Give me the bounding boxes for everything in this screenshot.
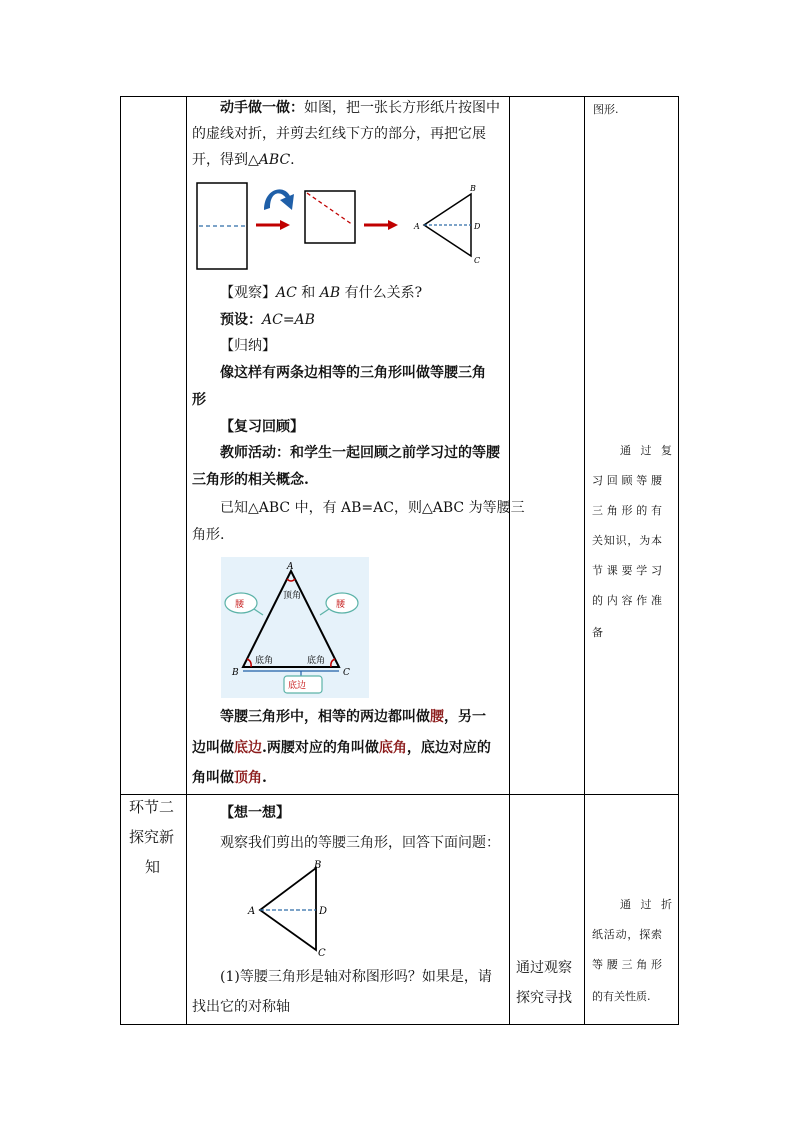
- vertex-label-b: B: [232, 668, 239, 678]
- question-1-line-2: 找出它的对称轴: [192, 999, 290, 1015]
- fold-label-b: B: [470, 184, 476, 193]
- summary-label: 【归纳】: [220, 338, 276, 354]
- right-leg-label: 腰: [336, 600, 346, 610]
- design-intent-2-line-1: 通 过 折: [620, 898, 672, 911]
- cut-triangle: [260, 868, 316, 950]
- observe-end: 有什么关系?: [340, 285, 423, 301]
- right-arrow-2-icon: [388, 220, 398, 230]
- right-base-angle-label: 底角: [307, 656, 326, 666]
- think-label: 【想一想】: [220, 805, 290, 821]
- def-text-4: .两腰对应的角叫做: [262, 740, 379, 756]
- base-label: 底边: [288, 681, 307, 691]
- design-intent-1-line-5: 节课要学习: [592, 564, 662, 577]
- observe-ac: AC: [276, 285, 297, 301]
- apex-angle-label: 顶角: [283, 591, 302, 601]
- def-text-7: .: [262, 770, 267, 786]
- right-arrow-1-icon: [280, 220, 290, 230]
- isosceles-triangle-diagram: [221, 557, 369, 698]
- paper-folding-diagram: [194, 178, 494, 274]
- known-line-2: 角形.: [192, 527, 225, 543]
- tri2-label-b: B: [314, 860, 322, 871]
- def-text-1: 等腰三角形中，相等的两边都叫做: [220, 709, 430, 725]
- vertex-label-a: A: [287, 562, 294, 572]
- hypothesis-label: 预设：: [220, 312, 262, 328]
- activity-paragraph-line-2: 的虚线对折，并剪去红线下方的部分，再把它展: [192, 126, 486, 142]
- def-term-apex: 顶角: [234, 770, 262, 786]
- vertex-label-c: C: [343, 668, 350, 678]
- table-col-line-4: [584, 96, 585, 1025]
- left-leg-label: 腰: [235, 600, 245, 610]
- table-col-line-3: [509, 96, 510, 1025]
- teacher-activity-line-2: 三角形的相关概念.: [192, 472, 309, 488]
- design-intent-1-line-1: 通 过 复: [620, 444, 672, 457]
- section-title-line-1: 环节二: [129, 798, 175, 816]
- summary-line-2: 形: [192, 392, 206, 408]
- activity-text-3a: 开，得到△: [192, 152, 259, 168]
- table-col-line-5: [678, 96, 679, 1025]
- observe-mid: 和: [296, 285, 320, 301]
- design-intent-1-line-2: 习回顾等腰: [592, 474, 662, 487]
- design-intent-1-line-4: 关知识，为本: [592, 534, 662, 547]
- def-term-leg: 腰: [430, 709, 444, 725]
- observe-line: [220, 283, 422, 303]
- triangle-name: ABC: [258, 152, 291, 168]
- question-1-line-1: (1)等腰三角形是轴对称图形吗？如果是，请: [220, 969, 492, 985]
- table-col-line-1: [120, 96, 121, 1025]
- observe-ab: AB: [319, 285, 341, 301]
- activity-text-3c: .: [290, 152, 295, 168]
- design-intent-1-line-3: 三角形的有: [592, 504, 662, 517]
- student-activity-line-2: 探究寻找: [516, 990, 572, 1006]
- def-term-base-angle: 底角: [378, 740, 407, 756]
- definition-line-2: [192, 738, 491, 758]
- review-label: 【复习回顾】: [220, 419, 304, 435]
- design-intent-2-line-4: 的有关性质.: [592, 990, 651, 1003]
- def-text-6: 角叫做: [192, 770, 234, 786]
- definition-line-1: [220, 707, 486, 727]
- section-title-line-3: 知: [145, 858, 161, 876]
- table-col-line-2: [186, 96, 187, 1025]
- tri2-label-c: C: [318, 948, 326, 958]
- section-title-line-2: 探究新: [129, 828, 175, 846]
- left-base-angle-label: 底角: [255, 656, 274, 666]
- student-activity-line-1: 通过观察: [516, 960, 572, 976]
- design-intent-1-line-7: 备: [592, 626, 603, 639]
- tri2-label-d: D: [319, 906, 328, 917]
- folded-square-paper: [305, 191, 355, 243]
- activity-lead: 动手做一做：: [220, 100, 304, 116]
- fold-label-a: A: [414, 222, 420, 231]
- fold-label-c: C: [474, 256, 481, 265]
- table-row-divider: [120, 794, 679, 795]
- summary-line-1: 像这样有两条边相等的三角形叫做等腰三角: [220, 365, 486, 381]
- activity-paragraph-line-1: [220, 98, 500, 118]
- activity-paragraph-line-3: [192, 150, 295, 170]
- def-term-base: 底边: [234, 740, 262, 756]
- tri2-label-a: A: [248, 906, 256, 917]
- design-intent-2-line-3: 等腰三角形: [592, 958, 662, 971]
- observe-label: 【观察】: [220, 285, 276, 301]
- table-bottom-border: [120, 1024, 679, 1025]
- teacher-activity-line-1: 教师活动：和学生一起回顾之前学习过的等腰: [220, 445, 500, 461]
- fold-label-d: D: [474, 222, 481, 231]
- design-intent-2-line-2: 纸活动，探索: [592, 928, 662, 941]
- known-line-1: 已知△ABC 中，有 AB=AC，则△ABC 为等腰三: [220, 500, 525, 516]
- activity-text: 如图，把一张长方形纸片按图中: [304, 100, 500, 116]
- design-intent-1-line-6: 的内容作准: [592, 594, 662, 607]
- def-text-5: ，底边对应的: [406, 740, 491, 756]
- definition-line-3: [192, 768, 267, 788]
- design-intent-top: 图形.: [593, 103, 619, 116]
- table-top-border: [120, 96, 679, 97]
- think-line: 观察我们剪出的等腰三角形，回答下面问题：: [220, 835, 500, 851]
- def-text-3: 边叫做: [192, 740, 234, 756]
- cut-triangle-diagram: [244, 858, 334, 958]
- hypothesis-line: [220, 310, 315, 330]
- def-text-2: ，另一: [444, 709, 486, 725]
- hypothesis-value: AC=AB: [262, 312, 315, 328]
